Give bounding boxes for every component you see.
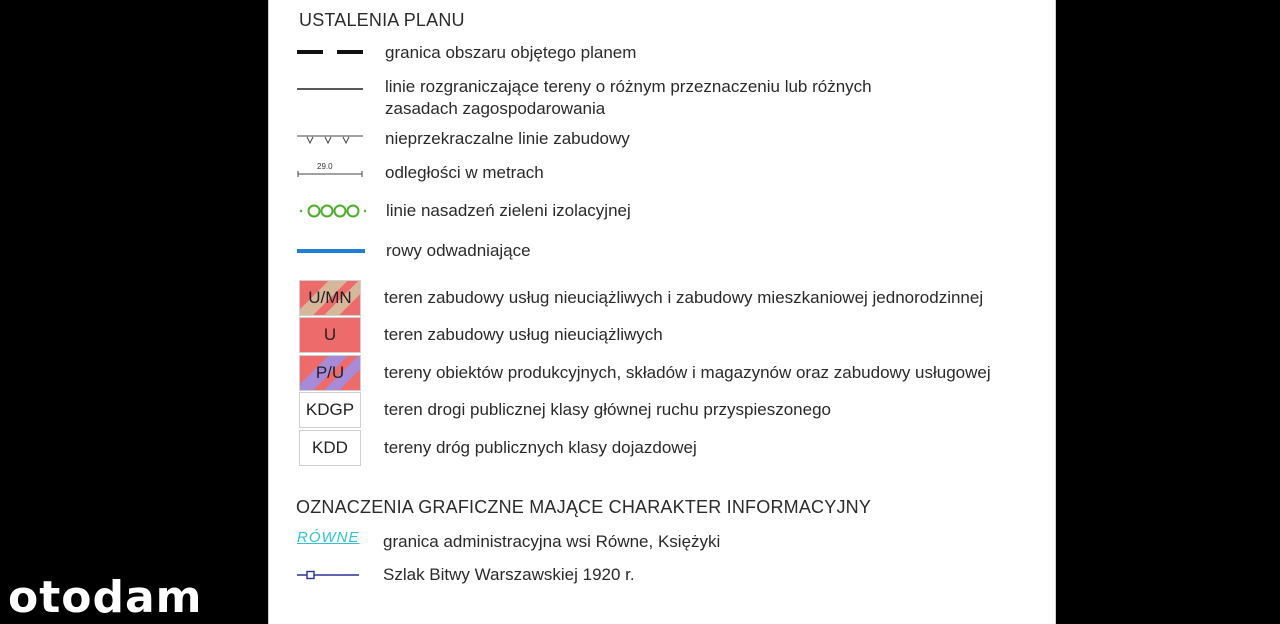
legend-label-line2: zasadach zagospodarowania xyxy=(385,99,606,118)
legend-label: nieprzekraczalne linie zabudowy xyxy=(385,129,630,148)
village-name-symbol: RÓWNE xyxy=(297,529,360,546)
dashed-line-symbol xyxy=(297,46,363,58)
building-line-symbol xyxy=(297,132,363,148)
section-title-informational: OZNACZENIA GRAFICZNE MAJĄCE CHARAKTER INFORMACYJNY xyxy=(296,497,872,517)
legend-label: Szlak Bitwy Warszawskiej 1920 r. xyxy=(383,565,635,584)
legend-label: odległości w metrach xyxy=(385,163,544,182)
otodom-watermark: otodam xyxy=(8,572,203,623)
zone-label: teren zabudowy usług nieuciążliwych i zabudowy mieszkaniowej jednorodzinnej xyxy=(384,288,984,307)
legend-label: linie nasadzeń zieleni izolacyjnej xyxy=(386,201,631,220)
legend-label: granica administracyjna wsi Równe, Księżyki xyxy=(383,532,721,551)
distance-value: 29.0 xyxy=(317,162,333,171)
zone-label: tereny obiektów produkcyjnych, składów i magazynów oraz zabudowy usługowej xyxy=(384,363,991,382)
green-circles-symbol xyxy=(299,203,367,219)
zone-swatch: P/U xyxy=(299,355,361,391)
dimension-line-icon xyxy=(297,170,363,178)
legend-label-line1: linie rozgraniczające tereny o różnym przeznaczeniu lub różnych xyxy=(385,77,872,96)
zone-swatch: KDD xyxy=(299,430,361,466)
zone-label: teren zabudowy usług nieuciążliwych xyxy=(384,325,663,344)
trail-line-symbol xyxy=(297,568,359,582)
legend-label: rowy odwadniające xyxy=(386,241,531,260)
legend-label: granica obszaru objętego planem xyxy=(385,43,637,62)
distance-symbol xyxy=(297,162,363,182)
section-title-plan: USTALENIA PLANU xyxy=(299,10,465,30)
legend-document xyxy=(268,0,1056,624)
zone-label: teren drogi publicznej klasy głównej ruchu przyspieszonego xyxy=(384,400,831,419)
zone-label: tereny dróg publicznych klasy dojazdowej xyxy=(384,438,697,457)
zone-swatch: U xyxy=(299,317,361,353)
blue-line-symbol xyxy=(297,246,365,256)
zone-swatch: KDGP xyxy=(299,392,361,428)
solid-line-symbol xyxy=(297,85,363,93)
zone-swatch: U/MN xyxy=(299,280,361,316)
